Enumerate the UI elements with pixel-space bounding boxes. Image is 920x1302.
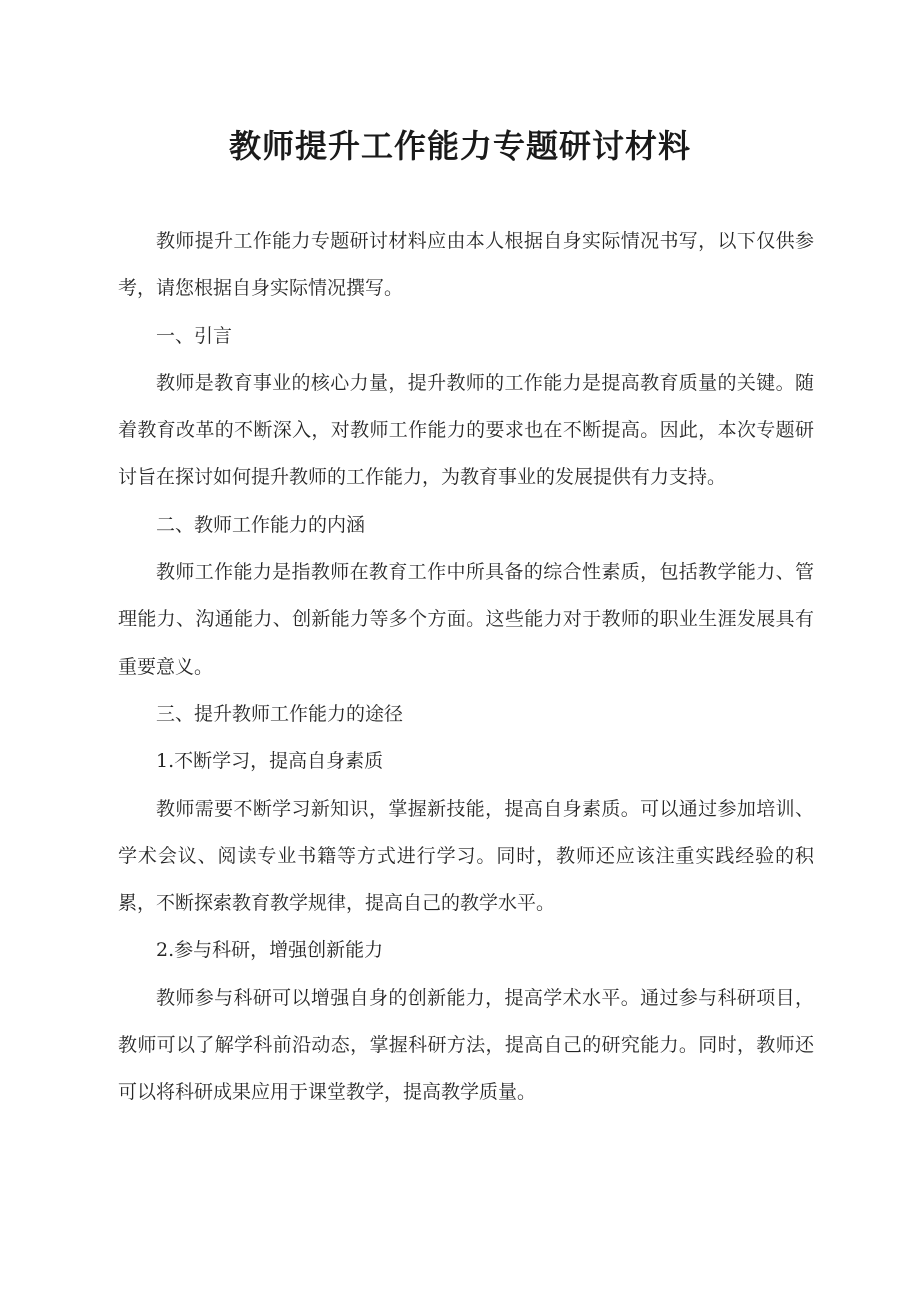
document-body	[118, 218, 814, 1117]
introduction-paragraph: 教师是教育事业的核心力量，提升教师的工作能力是提高教育质量的关键。随着教育改革的不断深入，对教师工作能力的要求也在不断提高。因此，本次专题研讨旨在探讨如何提升教师的工作能力，为教育事业的发展提供有力支持。	[118, 371, 814, 489]
research-participation-paragraph: 教师参与科研可以增强自身的创新能力，提高学术水平。通过参与科研项目，教师可以了解学科前沿动态，掌握科研方法，提高自己的研究能力。同时，教师还可以将科研成果应用于课堂教学，提高教学质量。	[118, 986, 814, 1104]
subheading-research-participation: 2.参与科研，增强创新能力	[156, 939, 384, 962]
intro-paragraph: 教师提升工作能力专题研讨材料应由本人根据自身实际情况书写，以下仅供参考，请您根据自身实际情况撰写。	[118, 230, 814, 300]
document-title: 教师提升工作能力专题研讨材料	[228, 127, 691, 165]
section-heading-approaches: 三、提升教师工作能力的途径	[156, 702, 404, 725]
section-heading-introduction: 一、引言	[156, 324, 233, 347]
connotation-paragraph: 教师工作能力是指教师在教育工作中所具备的综合性素质，包括教学能力、管理能力、沟通能力、创新能力等多个方面。这些能力对于教师的职业生涯发展具有重要意义。	[118, 561, 814, 678]
section-heading-connotation: 二、教师工作能力的内涵	[156, 513, 366, 536]
continuous-learning-paragraph: 教师需要不断学习新知识，掌握新技能，提高自身素质。可以通过参加培训、学术会议、阅读专业书籍等方式进行学习。同时，教师还应该注重实践经验的积累，不断探索教育教学规律，提高自己的教学水平。	[118, 797, 814, 915]
subheading-continuous-learning: 1.不断学习，提高自身素质	[156, 750, 384, 773]
